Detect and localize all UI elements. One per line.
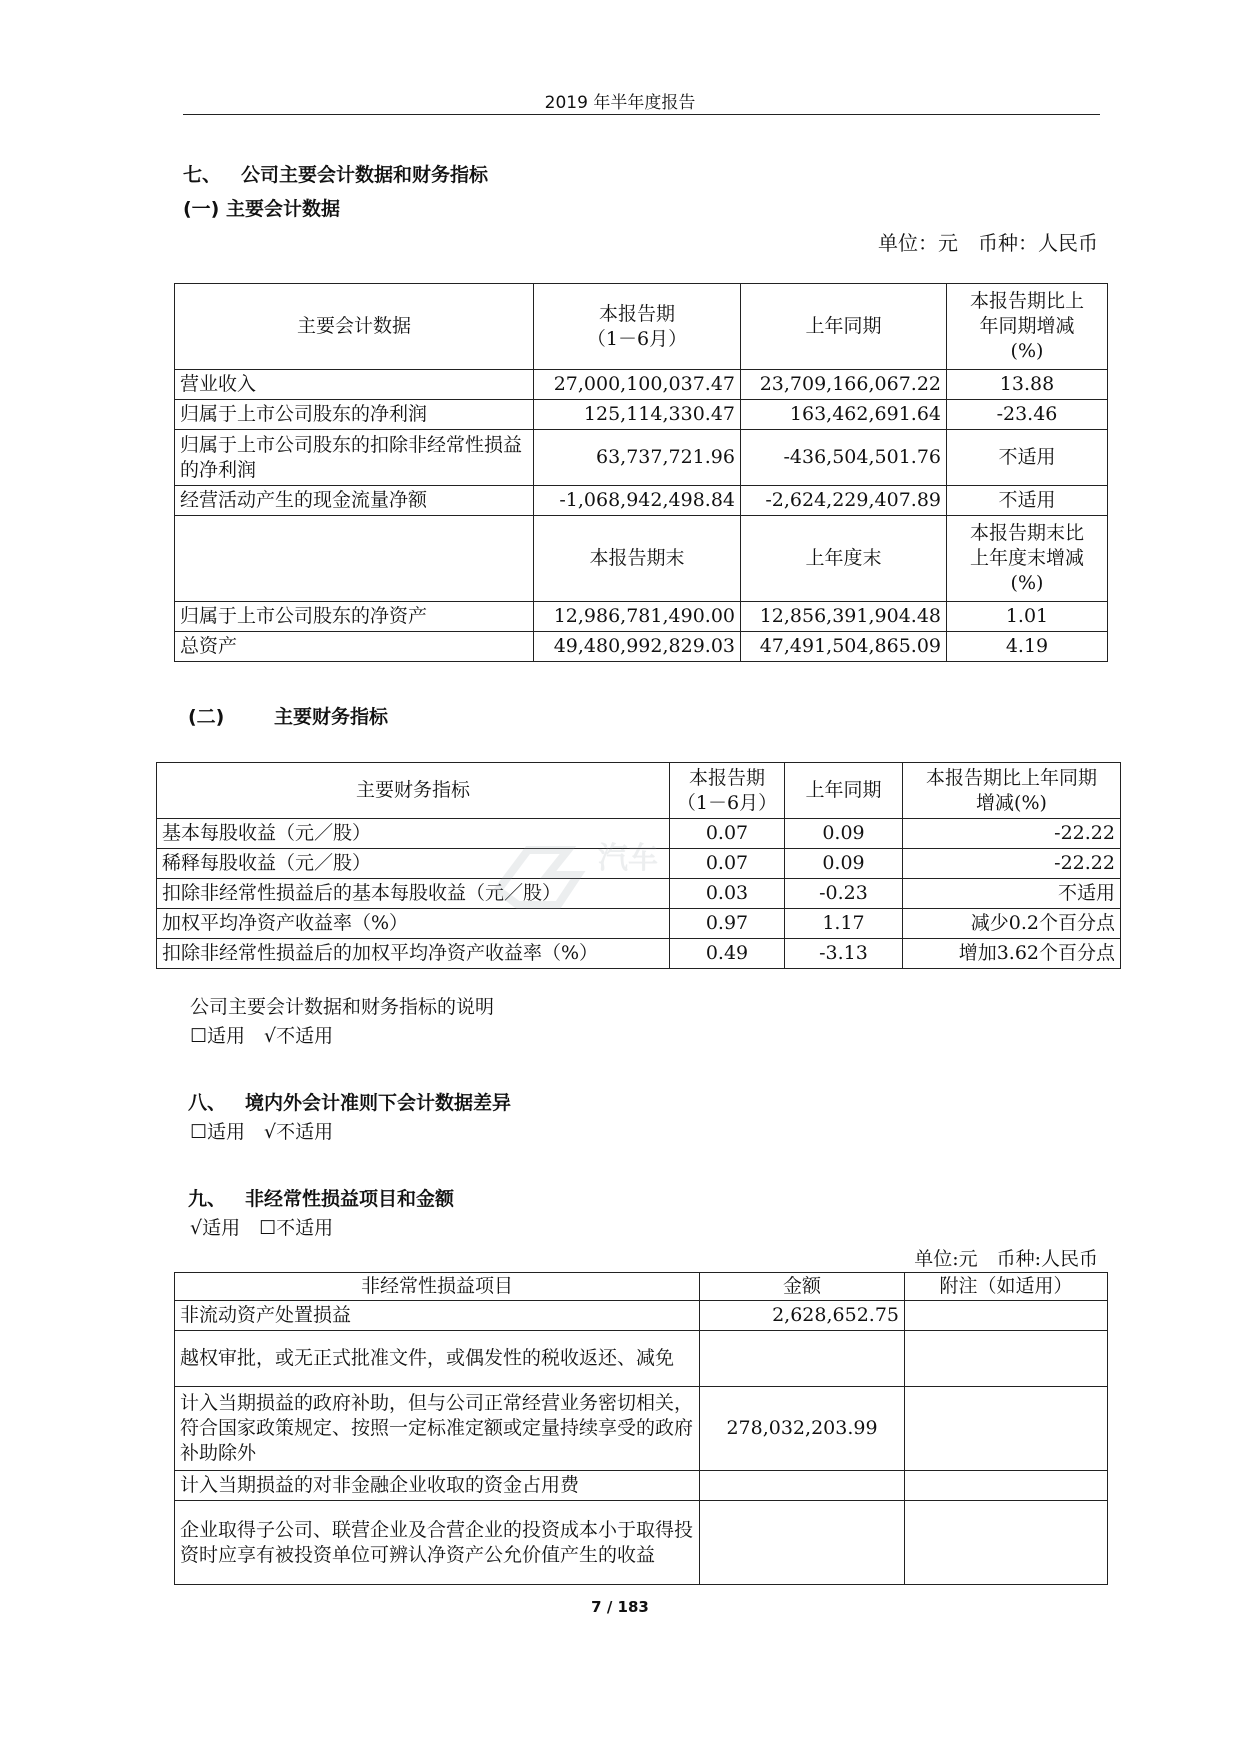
cell-value: 4.19 (947, 632, 1108, 662)
subsection-2-heading (188, 702, 388, 729)
cell-value: 不适用 (947, 486, 1108, 516)
col-header: 本报告期末 (534, 516, 741, 602)
col-header: 金额 (700, 1273, 905, 1301)
table-row (157, 939, 1121, 969)
cell-value: 63,737,721.96 (534, 430, 741, 486)
row-label: 非流动资产处置损益 (175, 1301, 700, 1331)
cell-value: 不适用 (903, 879, 1121, 909)
col-header: 上年同期 (785, 763, 903, 819)
row-label: 总资产 (175, 632, 534, 662)
cell-value: 12,986,781,490.00 (534, 602, 741, 632)
cell-value: -436,504,501.76 (741, 430, 947, 486)
svg-text:汽车: 汽车 (598, 841, 658, 876)
section-7-heading (183, 160, 488, 187)
page-header-title: 2019 年半年度报告 (544, 93, 696, 113)
cell-value: 0.09 (785, 849, 903, 879)
section-9-applicability: √适用 ☐不适用 (190, 1217, 334, 1239)
col-header: 附注（如适用） (905, 1273, 1108, 1301)
note-applicability: ☐适用 √不适用 (190, 1025, 334, 1047)
unit-note: 单位：元 币种：人民币 (878, 231, 1098, 255)
non-recurring-items-table (174, 1272, 1108, 1585)
cell-value (700, 1331, 905, 1387)
cell-value: 1.17 (785, 909, 903, 939)
col-header: 本报告期末比 上年度末增减 (%) (947, 516, 1108, 602)
page-number: 7 / 183 (591, 1598, 649, 1616)
accounting-data-table (174, 283, 1108, 662)
cell-value: -2,624,229,407.89 (741, 486, 947, 516)
cell-value: 0.09 (785, 819, 903, 849)
cell-value: 0.97 (670, 909, 785, 939)
table-row (175, 370, 1108, 400)
cell-value: -0.23 (785, 879, 903, 909)
cell-value: -22.22 (903, 849, 1121, 879)
section-7-title: 公司主要会计数据和财务指标 (241, 164, 489, 186)
table-row (175, 632, 1108, 662)
col-header: 上年度末 (741, 516, 947, 602)
col-header: 非经常性损益项目 (175, 1273, 700, 1301)
subsection-2-title: 主要财务指标 (274, 706, 389, 728)
cell-value (700, 1501, 905, 1585)
watermark-logo-icon (488, 820, 728, 930)
section-7-number: 七、 (183, 164, 222, 186)
cell-value: 12,856,391,904.48 (741, 602, 947, 632)
cell-value: -22.22 (903, 819, 1121, 849)
section-8-number: 八、 (188, 1092, 227, 1114)
table-row (175, 602, 1108, 632)
header-rule (183, 114, 1100, 115)
cell-value (905, 1301, 1108, 1331)
cell-value: 23,709,166,067.22 (741, 370, 947, 400)
table-row (175, 400, 1108, 430)
cell-value: -3.13 (785, 939, 903, 969)
subsection-2-number: (二) (188, 706, 225, 728)
row-label: 归属于上市公司股东的净资产 (175, 602, 534, 632)
section-8-applicability: ☐适用 √不适用 (190, 1121, 334, 1143)
row-label: 归属于上市公司股东的净利润 (175, 400, 534, 430)
cell-value: 1.01 (947, 602, 1108, 632)
cell-value: -1,068,942,498.84 (534, 486, 741, 516)
cell-value: 增加3.62个百分点 (903, 939, 1121, 969)
table-row (175, 1301, 1108, 1331)
cell-value: 163,462,691.64 (741, 400, 947, 430)
row-label: 计入当期损益的对非金融企业收取的资金占用费 (175, 1471, 700, 1501)
row-label: 归属于上市公司股东的扣除非经常性损益的净利润 (175, 430, 534, 486)
section-8-heading (188, 1088, 511, 1115)
table-row (175, 1501, 1108, 1585)
row-label: 经营活动产生的现金流量净额 (175, 486, 534, 516)
row-label: 加权平均净资产收益率（%） (157, 909, 670, 939)
note-title: 公司主要会计数据和财务指标的说明 (190, 996, 495, 1018)
row-label: 基本每股收益（元／股） (157, 819, 670, 849)
table-header-row (175, 1273, 1108, 1301)
table-row (175, 430, 1108, 486)
cell-value: 125,114,330.47 (534, 400, 741, 430)
col-header: 本报告期 （1－6月） (670, 763, 785, 819)
section-8-title: 境内外会计准则下会计数据差异 (245, 1092, 512, 1114)
col-header (175, 516, 534, 602)
cell-value: -23.46 (947, 400, 1108, 430)
cell-value: 0.07 (670, 849, 785, 879)
cell-value (700, 1471, 905, 1501)
section-9-heading (188, 1184, 454, 1211)
row-label: 营业收入 (175, 370, 534, 400)
row-label: 越权审批，或无正式批准文件，或偶发性的税收返还、减免 (175, 1331, 700, 1387)
cell-value (905, 1387, 1108, 1471)
section-9-title: 非经常性损益项目和金额 (245, 1188, 455, 1210)
col-header: 主要会计数据 (175, 284, 534, 370)
cell-value: 0.03 (670, 879, 785, 909)
row-label: 扣除非经常性损益后的基本每股收益（元／股） (157, 879, 670, 909)
table-header-row (157, 763, 1121, 819)
cell-value (905, 1501, 1108, 1585)
cell-value: 47,491,504,865.09 (741, 632, 947, 662)
cell-value: 278,032,203.99 (700, 1387, 905, 1471)
table-row (175, 486, 1108, 516)
section-9-unit-note: 单位:元 币种:人民币 (914, 1248, 1098, 1270)
cell-value: 2,628,652.75 (700, 1301, 905, 1331)
table-row (175, 1331, 1108, 1387)
subsection-1-heading: (一) 主要会计数据 (183, 198, 340, 220)
section-9-number: 九、 (188, 1188, 227, 1210)
col-header: 本报告期比上年同期 增减(%) (903, 763, 1121, 819)
row-label: 计入当期损益的政府补助，但与公司正常经营业务密切相关，符合国家政策规定、按照一定标准定额或定量持续享受的政府补助除外 (175, 1387, 700, 1471)
cell-value: 49,480,992,829.03 (534, 632, 741, 662)
cell-value (905, 1331, 1108, 1387)
col-header: 主要财务指标 (157, 763, 670, 819)
table-row (175, 1387, 1108, 1471)
table-header-row (175, 284, 1108, 370)
cell-value: 不适用 (947, 430, 1108, 486)
cell-value: 减少0.2个百分点 (903, 909, 1121, 939)
col-header: 本报告期比上 年同期增减 (%) (947, 284, 1108, 370)
cell-value: 0.07 (670, 819, 785, 849)
cell-value (905, 1471, 1108, 1501)
cell-value: 13.88 (947, 370, 1108, 400)
row-label: 稀释每股收益（元／股） (157, 849, 670, 879)
col-header: 上年同期 (741, 284, 947, 370)
col-header: 本报告期 （1－6月） (534, 284, 741, 370)
table-row (175, 1471, 1108, 1501)
table-subheader-row (175, 516, 1108, 602)
cell-value: 27,000,100,037.47 (534, 370, 741, 400)
row-label: 扣除非经常性损益后的加权平均净资产收益率（%） (157, 939, 670, 969)
cell-value: 0.49 (670, 939, 785, 969)
row-label: 企业取得子公司、联营企业及合营企业的投资成本小于取得投资时应享有被投资单位可辨认净资产公允价值产生的收益 (175, 1501, 700, 1585)
